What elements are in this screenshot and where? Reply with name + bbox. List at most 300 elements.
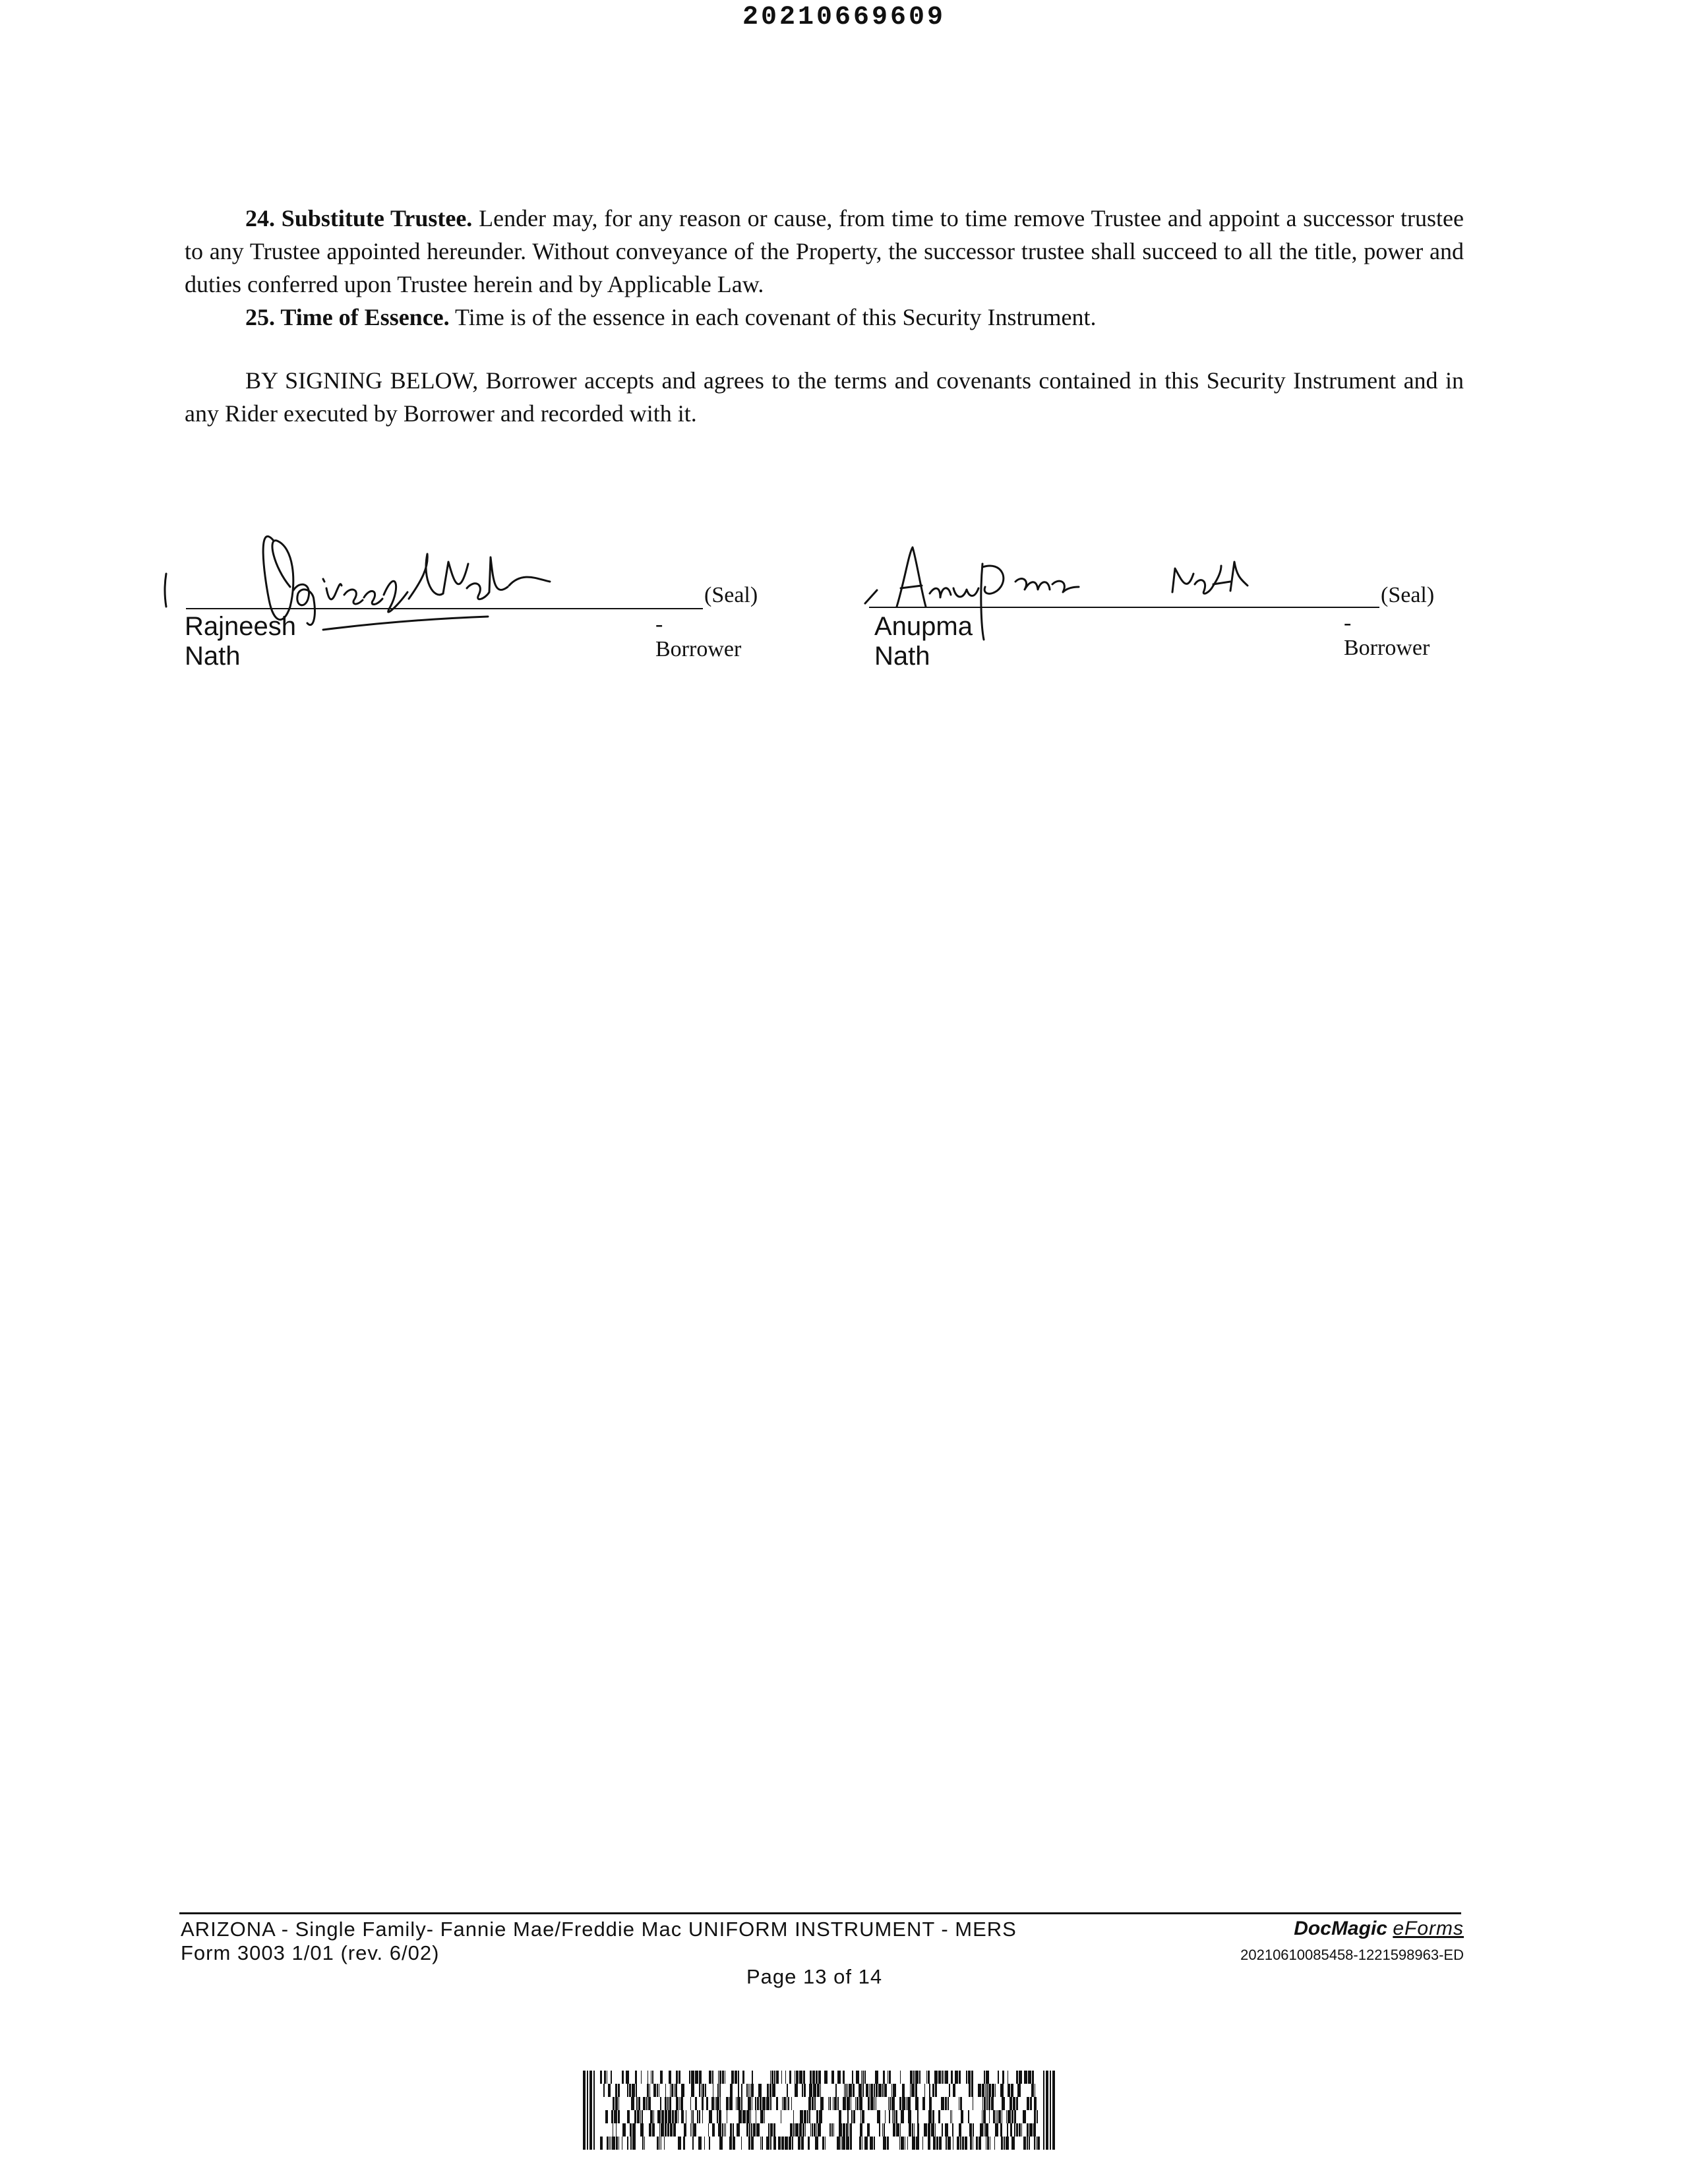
barcode-bar [883,2137,886,2150]
barcode-bar [982,2084,984,2097]
barcode-bar [846,2123,848,2137]
barcode-bar [911,2084,915,2097]
barcode-bar [799,2071,802,2084]
barcode-bar [748,2137,750,2150]
barcode-bar [845,2084,847,2097]
brand-logo [1294,1918,1464,1940]
barcode-bar [641,2071,642,2084]
barcode-bar [653,2084,656,2097]
barcode-bar [870,2097,874,2110]
barcode-bar [919,2071,920,2084]
barcode-bar [818,2071,821,2084]
barcode-bar [928,2137,930,2150]
barcode-bar [690,2123,691,2137]
barcode-bar [843,2097,846,2110]
signature-line [869,607,1379,608]
barcode-bar [1006,2110,1007,2123]
barcode-bar [948,2137,951,2150]
barcode-bar [814,2097,816,2110]
barcode-bar [926,2071,927,2084]
barcode-bar [627,2084,628,2097]
barcode-bar [755,2097,756,2110]
form-number: Form 3003 1/01 (rev. 6/02) [181,1941,440,1964]
barcode-bar [699,2084,700,2097]
barcode-bar [627,2110,630,2123]
barcode-bar [860,2123,862,2137]
barcode-bar [855,2097,856,2110]
barcode-bar [867,2123,870,2137]
barcode-bar [917,2110,919,2123]
barcode-bar [1008,2084,1010,2097]
barcode-bar [657,2137,659,2150]
barcode-bar [768,2123,769,2137]
barcode-bar [945,2123,948,2137]
barcode-bar [760,2097,762,2110]
brand-name: DocMagic [1294,1918,1387,1939]
barcode-bar [878,2084,882,2097]
barcode-bar [631,2097,634,2110]
barcode-bar [1007,2123,1008,2137]
barcode-bar [984,2071,985,2084]
barcode-bar [611,2071,612,2084]
barcode-bar [819,2110,822,2123]
barcode-bar [795,2123,799,2137]
barcode-bar [971,2071,973,2084]
barcode-bar [642,2137,644,2150]
barcode-bar [689,2071,690,2084]
barcode-bar [642,2110,643,2123]
barcode-bar [931,2123,934,2137]
barcode-bar [802,2123,804,2137]
barcode-bar [793,2123,795,2137]
barcode-bar [738,2084,739,2097]
barcode-bar [968,2110,969,2123]
barcode-bar [901,2110,904,2123]
barcode-bar [722,2123,723,2137]
barcode-bar [839,2123,842,2137]
role-label: -Borrower [1344,611,1430,660]
barcode-bar [910,2071,913,2084]
barcode-bar [718,2123,721,2137]
barcode-bar [630,2137,632,2150]
barcode-bar [604,2071,606,2084]
barcode-bar [885,2110,886,2123]
barcode-bar [660,2071,663,2084]
barcode-bar [725,2123,726,2137]
barcode-bar [638,2097,640,2110]
barcode-bar [1016,2071,1018,2084]
barcode-bar [1028,2071,1031,2084]
barcode-bar [957,2137,959,2150]
document-code: 20210610085458-1221598963-ED [1240,1947,1464,1963]
barcode-bar [608,2084,611,2097]
barcode-bar [611,2110,613,2123]
barcode-bar [985,2123,988,2137]
barcode-bar [824,2071,828,2084]
barcode-bar [749,2123,750,2137]
barcode-bar [733,2137,735,2150]
barcode-bar [968,2071,971,2084]
barcode-bar [935,2123,936,2137]
barcode-bar [1002,2097,1005,2110]
barcode-bar [866,2084,868,2097]
barcode-bar [640,2123,644,2137]
barcode-bar [843,2071,845,2084]
barcode-bar [808,2137,810,2150]
barcode-bar [798,2137,800,2150]
barcode-bar [889,2110,890,2123]
barcode-bar [942,2071,943,2084]
barcode-bar [1011,2137,1015,2150]
barcode-bar [989,2110,990,2123]
barcode-bar [833,2123,834,2137]
barcode-bar [787,2084,788,2097]
barcode-bar [659,2123,660,2137]
signer-name: Anupma Nath [874,612,973,671]
barcode-bar [646,2097,648,2110]
footer-divider [179,1912,1461,1914]
barcode-bar [660,2097,661,2110]
recording-number: 20210669609 [742,3,946,32]
barcode-bar [879,2123,880,2137]
barcode-bar [613,2097,615,2110]
barcode-bar [737,2097,740,2110]
barcode-bar [896,2123,899,2137]
barcode-bar [960,2097,962,2110]
barcode-bar [822,2137,824,2150]
barcode-bar [701,2084,702,2097]
barcode-bar [993,2110,995,2123]
barcode-bar [986,2084,988,2097]
barcode-bar [915,2097,919,2110]
barcode-bar [692,2137,694,2150]
barcode-bar [859,2137,861,2150]
barcode-bar [988,2097,990,2110]
barcode-bar [785,2137,788,2150]
barcode-bar [864,2137,868,2150]
barcode-bar [847,2110,849,2123]
form-title: ARIZONA - Single Family- Fannie Mae/Freddie Mac UNIFORM INSTRUMENT - MERS [181,1918,1017,1941]
seal-label: (Seal) [1381,583,1435,607]
page-number: Page 13 of 14 [746,1965,883,1988]
barcode-bar [951,2071,953,2084]
seal-label: (Seal) [704,583,758,607]
barcode-bar [616,2137,618,2150]
barcode-bar [906,2097,907,2110]
barcode-bar [971,2084,973,2097]
barcode-bar [718,2071,719,2084]
barcode-bar [722,2071,724,2084]
barcode-bar [770,2123,773,2137]
barcode-bar [637,2110,640,2123]
barcode-bar [828,2097,829,2110]
barcode-bar [668,2110,671,2123]
barcode-bar [704,2137,705,2150]
barcode-bar [643,2097,646,2110]
barcode-bar [793,2110,794,2123]
barcode-bar [1050,2071,1051,2150]
barcode-bar [709,2071,711,2084]
barcode-bar [1036,2137,1037,2150]
barcode-bar [831,2123,833,2137]
barcode-bar [804,2084,806,2097]
barcode-bar [831,2071,834,2084]
barcode-bar [636,2084,637,2097]
barcode-bar [984,2097,986,2110]
barcode-bar [1034,2137,1035,2150]
barcode-bar [622,2071,624,2084]
barcode-bar [1011,2110,1013,2123]
barcode-bar [607,2137,609,2150]
barcode-bar [600,2137,603,2150]
footer-form-info [181,1918,1017,1965]
barcode-bar [844,2084,845,2097]
barcode-bar [959,2071,961,2084]
barcode-bar [959,2123,961,2137]
barcode-bar [829,2123,831,2137]
barcode-bar [1031,2084,1034,2097]
barcode-bar [849,2084,852,2097]
barcode-bar [997,2110,998,2123]
barcode-bar [807,2110,808,2123]
barcode-bar [1021,2123,1022,2137]
barcode-bar [753,2123,756,2137]
barcode-bar [1029,2137,1030,2150]
barcode-bar [652,2123,655,2137]
barcode-bar [789,2071,791,2084]
barcode-bar [874,2137,875,2150]
barcode-bar [973,2123,974,2137]
barcode-bar [712,2071,713,2084]
barcode-bar [986,2071,989,2084]
barcode-bar [698,2137,702,2150]
barcode-bar [876,2084,878,2097]
barcode-bar [995,2084,996,2097]
barcode-bar [812,2097,814,2110]
barcode-bar [709,2137,710,2150]
barcode-bar [664,2137,665,2150]
barcode-bar [782,2097,783,2110]
barcode-bar [953,2084,955,2097]
barcode-bar [766,2097,769,2110]
barcode-bar [862,2084,864,2097]
barcode-bar [671,2084,673,2097]
barcode-bar [587,2071,588,2150]
barcode-bar [717,2084,719,2097]
barcode-bar [946,2137,947,2150]
barcode-bar [719,2137,723,2150]
barcode-bar [846,2137,849,2150]
barcode-bar [665,2097,667,2110]
barcode-bar [938,2110,940,2123]
barcode-bar [928,2110,932,2123]
barcode-bar [764,2110,765,2123]
barcode-bar [657,2110,661,2123]
barcode-bar [741,2097,742,2110]
barcode-bar [812,2071,815,2084]
barcode-bar [916,2137,919,2150]
barcode-bar [792,2137,793,2150]
barcode-bar [802,2084,803,2097]
barcode-bar [837,2097,839,2110]
section-text: Time is of the essence in each covenant of this Security Instrument. [455,304,1097,330]
barcode-bar [678,2137,681,2150]
barcode-bar [1017,2084,1021,2097]
barcode-bar [738,2110,742,2123]
barcode-bar [583,2071,586,2150]
barcode-bar [695,2097,697,2110]
barcode-bar [665,2110,667,2123]
barcode-bar [647,2084,649,2097]
barcode-bar [976,2137,978,2150]
barcode-bar [616,2123,617,2137]
barcode-bar [803,2071,805,2084]
barcode-bar [781,2137,784,2150]
barcode-bar [1014,2110,1016,2123]
barcode-bar [816,2110,818,2123]
barcode-bar [774,2071,775,2084]
barcode-bar [626,2071,629,2084]
barcode-bar [618,2137,619,2150]
barcode-bar [632,2084,635,2097]
barcode-bar [998,2110,1001,2123]
barcode-bar [1001,2137,1003,2150]
barcode-bar [676,2071,678,2084]
barcode-bar [789,2137,791,2150]
barcode-bar [810,2071,812,2084]
barcode-bar [856,2071,859,2084]
barcode-bar [791,2097,792,2110]
barcode-bar [788,2097,789,2110]
barcode-bar [746,2123,748,2137]
barcode-bar [859,2084,862,2097]
barcode-bar [702,2084,704,2097]
barcode-bar [649,2123,651,2137]
barcode-bar [600,2071,602,2084]
barcode-bar [1008,2110,1011,2123]
barcode-bar [748,2097,751,2110]
barcode-bar [603,2084,605,2097]
barcode-bar [735,2071,737,2084]
barcode-bar [708,2123,709,2137]
barcode-bar [650,2110,653,2123]
barcode-bar [800,2110,803,2123]
barcode-bar [737,2123,740,2137]
barcode-bar [950,2110,951,2123]
barcode-bar [673,2123,676,2137]
barcode-bar [1010,2097,1012,2110]
barcode-bar [1000,2123,1002,2137]
barcode-bar [678,2071,680,2084]
barcode-bar [733,2123,734,2137]
barcode-bar [766,2137,769,2150]
barcode-bar [672,2110,674,2123]
barcode-bar [691,2084,694,2097]
barcode-bar [991,2097,994,2110]
barcode-bar [850,2137,852,2150]
barcode-bar [893,2084,896,2097]
barcode-bar [986,2097,988,2110]
barcode-bar [862,2071,864,2084]
barcode-bar [992,2084,994,2097]
barcode-bar [697,2110,698,2123]
barcode-bar [1033,2123,1036,2137]
barcode-bar [695,2071,698,2084]
barcode-bar [699,2071,702,2084]
barcode-bar [983,2110,986,2123]
barcode-bar [853,2110,855,2123]
barcode-bar [1013,2097,1015,2110]
barcode-bar [938,2071,941,2084]
barcode-bar [1034,2110,1036,2123]
barcode-bar [816,2123,817,2137]
barcode-bar [908,2110,911,2123]
barcode-bar [636,2097,638,2110]
barcode-bar [746,2084,748,2097]
barcode-bar [661,2110,664,2123]
barcode-bar [935,2084,937,2097]
barcode-bar [859,2097,862,2110]
barcode-bar [932,2110,934,2123]
barcode-bar [790,2123,793,2137]
barcode-bar [699,2110,700,2123]
barcode-bar [837,2071,841,2084]
barcode-bar [659,2137,660,2150]
barcode-bar [751,2084,754,2097]
barcode-bar [758,2084,762,2097]
barcode-bar [869,2084,870,2097]
barcode-bar [884,2084,887,2097]
barcode-bar [955,2071,958,2084]
barcode-bar [843,2123,845,2137]
barcode-bar [809,2110,810,2123]
barcode-bar [730,2123,732,2137]
barcode-bar [861,2071,862,2084]
barcode-bar [618,2110,620,2123]
barcode-bar [893,2123,895,2137]
barcode-bar [742,2071,744,2084]
barcode-bar [612,2137,615,2150]
barcode-bar [899,2097,901,2110]
barcode-bar [815,2137,818,2150]
barcode-bar [809,2084,812,2097]
barcode-bar [691,2071,694,2084]
barcode-bar [818,2123,821,2137]
barcode-bar [895,2110,897,2123]
barcode-bar [750,2110,751,2123]
barcode-bar [781,2071,782,2084]
barcode-bar [888,2097,889,2110]
barcode-bar [902,2084,905,2097]
barcode-bar [618,2084,620,2097]
barcode-bar [850,2123,852,2137]
barcode-bar [676,2097,678,2110]
barcode-bar [980,2123,983,2137]
barcode-bar [712,2123,715,2137]
barcode-bar [834,2097,837,2110]
barcode-bar [716,2097,719,2110]
barcode-bar [922,2097,925,2110]
barcode-bar [829,2097,831,2110]
barcode-bar [738,2071,739,2084]
barcode-bar [917,2123,919,2137]
barcode-bar [796,2071,799,2084]
barcode-bar [810,2123,811,2137]
barcode-bar [969,2123,972,2137]
barcode-bar [924,2123,927,2137]
barcode-bar [795,2084,798,2097]
barcode-bar [960,2137,961,2150]
